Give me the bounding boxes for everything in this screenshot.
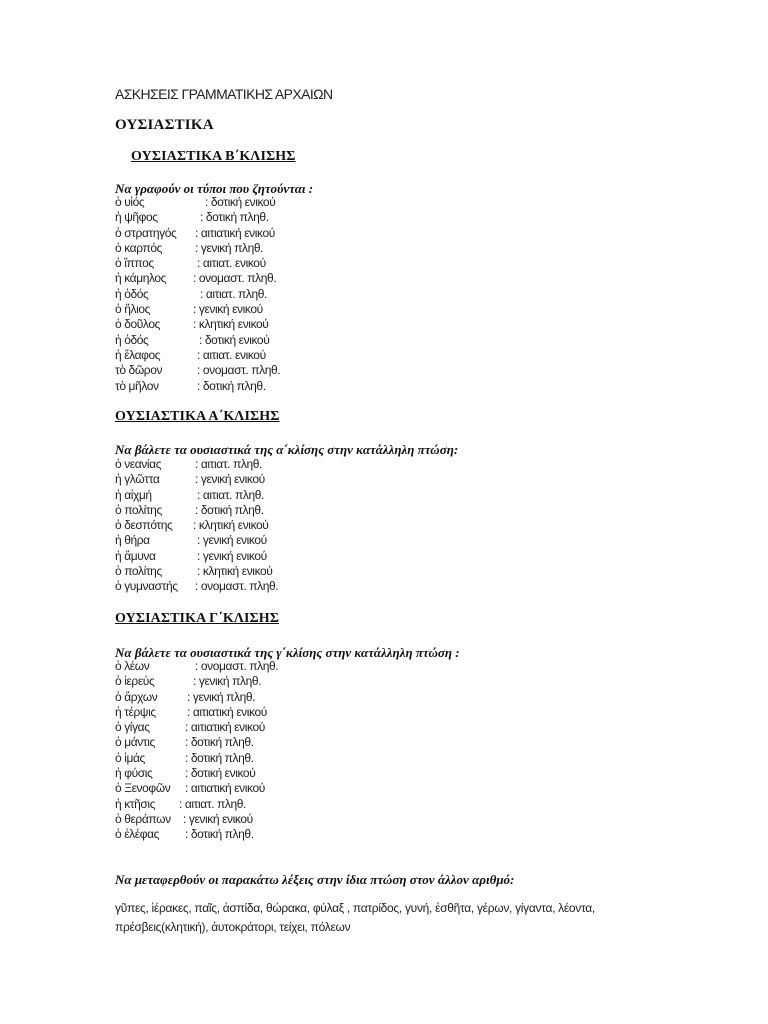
word: ὁ θεράπων	[115, 811, 171, 826]
case: : δοτική πληθ.	[185, 827, 254, 842]
case: : δοτική πληθ.	[195, 502, 264, 517]
case: : γενική ενικού	[195, 472, 265, 487]
word: ὁ Ξενοφῶν	[115, 781, 171, 796]
case: : αιτιατική ενικού	[185, 720, 265, 735]
case: : γενική πληθ.	[193, 674, 262, 689]
case: : ονομαστ. πληθ.	[197, 363, 281, 378]
case: : γενική πληθ.	[187, 689, 256, 704]
case: : κλητική ενικού	[193, 317, 269, 332]
word: ὁ ἵππος	[115, 256, 154, 271]
word: ἡ ἄμυνα	[115, 548, 156, 563]
word: ὁ ἄρχων	[115, 689, 158, 704]
word: ὁ δοῦλος	[115, 317, 160, 332]
case: : γενική ενικού	[197, 548, 267, 563]
word: ἡ θήρα	[115, 533, 150, 548]
section-g-instruction: Να βάλετε τα ουσιαστικά της γ΄κλίσης στην κατάλληλη πτώση :	[115, 645, 460, 660]
case: : ονομαστ. πληθ.	[195, 579, 279, 594]
word: ἡ αἰχμή	[115, 487, 152, 502]
case: : ονομαστ. πληθ.	[193, 271, 277, 286]
word: τὸ μῆλον	[115, 378, 159, 393]
word: ἡ κάμηλος	[115, 271, 167, 286]
case: : αιτιατ. πληθ.	[179, 796, 246, 811]
word: ὁ γυμναστής	[115, 579, 178, 594]
word: ἡ κτῆσις	[115, 796, 156, 811]
case: : δοτική πληθ.	[185, 735, 254, 750]
word: ὁ καρπός	[115, 240, 162, 255]
document-title: ΑΣΚΗΣΕΙΣ ΓΡΑΜΜΑΤΙΚΗΣ ΑΡΧΑΙΩΝ	[115, 86, 333, 102]
word: ὁ στρατηγός	[115, 225, 177, 240]
word: ὁ πολίτης	[115, 564, 162, 579]
final-word-list: γῦπες, ἱέρακες, παῖς, ἀσπίδα, θώρακα, φύλαξ , πατρίδος, γυνή, ἐσθῆτα, γέρων, γίγαντα, λέοντα, πρέσβεις(κλητική), ἀυτοκράτορι, τείχει, πόλεων	[115, 901, 595, 934]
case: : δοτική ενικού	[199, 332, 270, 347]
case: : δοτική πληθ.	[200, 210, 269, 225]
word: ὁ πολίτης	[115, 502, 162, 517]
word: ἡ τέρψις	[115, 704, 156, 719]
case: : γενική πληθ.	[195, 240, 264, 255]
case: : δοτική ενικού	[205, 195, 276, 209]
case: : αιτιατ. ενικού	[197, 256, 266, 271]
case: : αιτιατική ενικού	[195, 225, 275, 240]
case: : γενική ενικού	[193, 302, 263, 317]
section-a-instruction: Να βάλετε τα ουσιαστικά της α΄κλίσης στην κατάλληλη πτώση:	[115, 442, 459, 457]
word: ἡ ψῆφος	[115, 210, 158, 225]
case: : δοτική πληθ.	[197, 378, 266, 393]
word: ὁ δεσπότης	[115, 518, 173, 533]
section-a-heading: ΟΥΣΙΑΣΤΙΚΑ Α΄ΚΛΙΣΗΣ	[115, 409, 280, 424]
case: : δοτική ενικού	[185, 766, 256, 781]
word: ὁ ἥλιος	[115, 302, 151, 317]
word: ὁ ἱερεύς	[115, 674, 155, 689]
word: ἡ φύσις	[115, 766, 153, 781]
section-b-instruction: Να γραφούν οι τύποι που ζητούνται :	[115, 181, 314, 196]
word: τὸ δῶρον	[115, 363, 163, 378]
main-heading: ΟΥΣΙΑΣΤΙΚΑ	[115, 117, 214, 133]
word: ὁ νεανίας	[115, 457, 162, 471]
section-g-heading: ΟΥΣΙΑΣΤΙΚΑ Γ΄ΚΛΙΣΗΣ	[115, 611, 280, 626]
case: : γενική ενικού	[197, 533, 267, 548]
case: : κλητική ενικού	[193, 518, 269, 533]
word: ὁ ἱμάς	[115, 750, 145, 765]
case: : αιτιατ. πληθ.	[197, 487, 264, 502]
word: ὁ μάντις	[115, 735, 155, 750]
case: : αιτιατ. ενικού	[197, 347, 266, 362]
word: ὁ λέων	[115, 659, 150, 673]
word: ἡ ἔλαφος	[115, 347, 161, 362]
case: : αιτιατική ενικού	[185, 781, 265, 796]
case: : δοτική πληθ.	[185, 750, 254, 765]
section-b-heading: ΟΥΣΙΑΣΤΙΚΑ Β΄ΚΛΙΣΗΣ	[131, 149, 296, 164]
case: : αιτιατική ενικού	[187, 704, 267, 719]
word: ὁ γίγας	[115, 720, 150, 735]
word: ὁ υἱός	[115, 195, 145, 209]
word: ἡ γλῶττα	[115, 472, 160, 487]
word: ὁ ἐλέφας	[115, 827, 160, 842]
word: ἡ ὁδός	[115, 286, 149, 301]
final-instruction: Να μεταφερθούν οι παρακάτω λέξεις στην ίδια πτώση στον άλλον αριθμό:	[115, 872, 515, 887]
case: : κλητική ενικού	[197, 564, 273, 579]
case: : αιτιατ. πληθ.	[200, 286, 267, 301]
case: : αιτιατ. πληθ.	[195, 457, 262, 471]
case: : ονομαστ. πληθ.	[195, 659, 279, 673]
word: ἡ ὁδός	[115, 332, 149, 347]
case: : γενική ενικού	[183, 811, 253, 826]
